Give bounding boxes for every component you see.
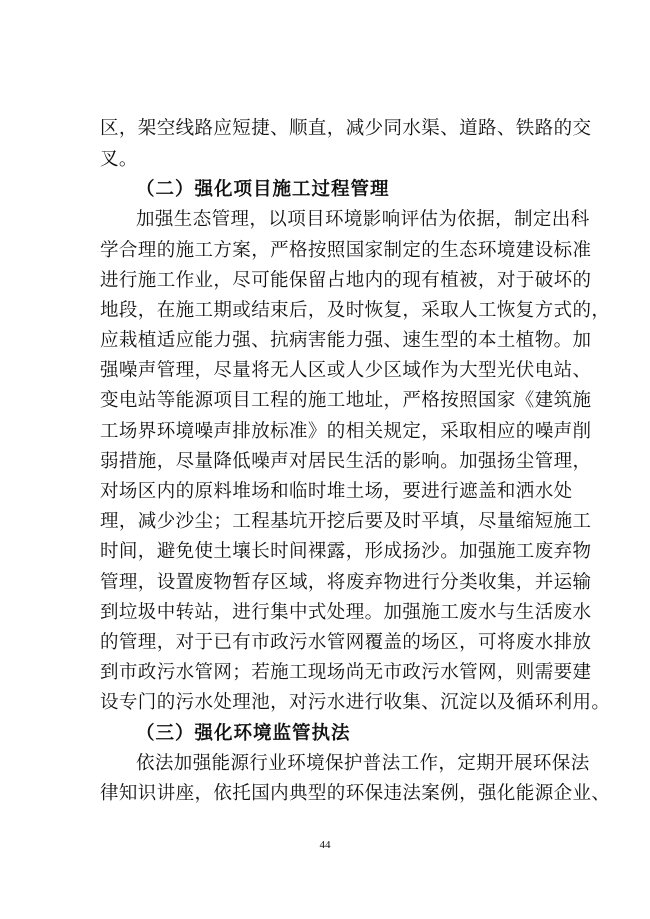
paragraph-line: 到垃圾中转站，进行集中式处理。加强施工废水与生活废水 bbox=[100, 602, 592, 623]
page-number: 44 bbox=[319, 839, 331, 851]
paragraph-line: 的管理，对于已有市政污水管网覆盖的场区，可将废水排放 bbox=[100, 632, 592, 653]
paragraph-line: 地段，在施工期或结束后，及时恢复，采取人工恢复方式的， bbox=[100, 300, 611, 321]
paragraph-line: 依法加强能源行业环境保护普法工作，定期开展环保法 bbox=[136, 753, 590, 774]
paragraph-line: 弱措施，尽量降低噪声对居民生活的影响。加强扬尘管理， bbox=[100, 451, 592, 472]
paragraph-line: 学合理的施工方案，严格按照国家制定的生态环境建设标准 bbox=[100, 240, 592, 261]
paragraph-line: 到市政污水管网；若施工现场尚无市政污水管网，则需要建 bbox=[100, 662, 592, 683]
paragraph-line: 管理，设置废物暂存区域，将废弃物进行分类收集，并运输 bbox=[100, 572, 592, 593]
paragraph-line: 变电站等能源项目工程的施工地址，严格按照国家《建筑施 bbox=[100, 390, 592, 411]
paragraph-line: 时间，避免使土壤长时间裸露，形成扬沙。加强施工废弃物 bbox=[100, 541, 592, 562]
paragraph-line: 设专门的污水处理池，对污水进行收集、沉淀以及循环利用。 bbox=[100, 692, 611, 713]
paragraph-line: 应栽植适应能力强、抗病害能力强、速生型的本土植物。加 bbox=[100, 330, 592, 351]
paragraph-line: 进行施工作业，尽可能保留占地内的现有植被，对于破坏的 bbox=[100, 270, 592, 291]
paragraph-line: 律知识讲座，依托国内典型的环保违法案例，强化能源企业、 bbox=[100, 783, 611, 804]
paragraph-line: 工场界环境噪声排放标准》的相关规定，采取相应的噪声削 bbox=[100, 421, 592, 442]
paragraph-line: 理，减少沙尘；工程基坑开挖后要及时平填，尽量缩短施工 bbox=[100, 511, 592, 532]
section-heading: （三）强化环境监管执法 bbox=[136, 723, 351, 744]
paragraph-line: 叉。 bbox=[100, 149, 138, 170]
paragraph-line: 强噪声管理，尽量将无人区或人少区域作为大型光伏电站、 bbox=[100, 360, 592, 381]
paragraph-line: 加强生态管理，以项目环境影响评估为依据，制定出科 bbox=[136, 209, 590, 230]
paragraph-line: 区，架空线路应短捷、顺直，减少同水渠、道路、铁路的交 bbox=[100, 118, 592, 139]
paragraph-line: 对场区内的原料堆场和临时堆土场，要进行遮盖和洒水处 bbox=[100, 481, 573, 502]
section-heading: （二）强化项目施工过程管理 bbox=[136, 179, 390, 200]
